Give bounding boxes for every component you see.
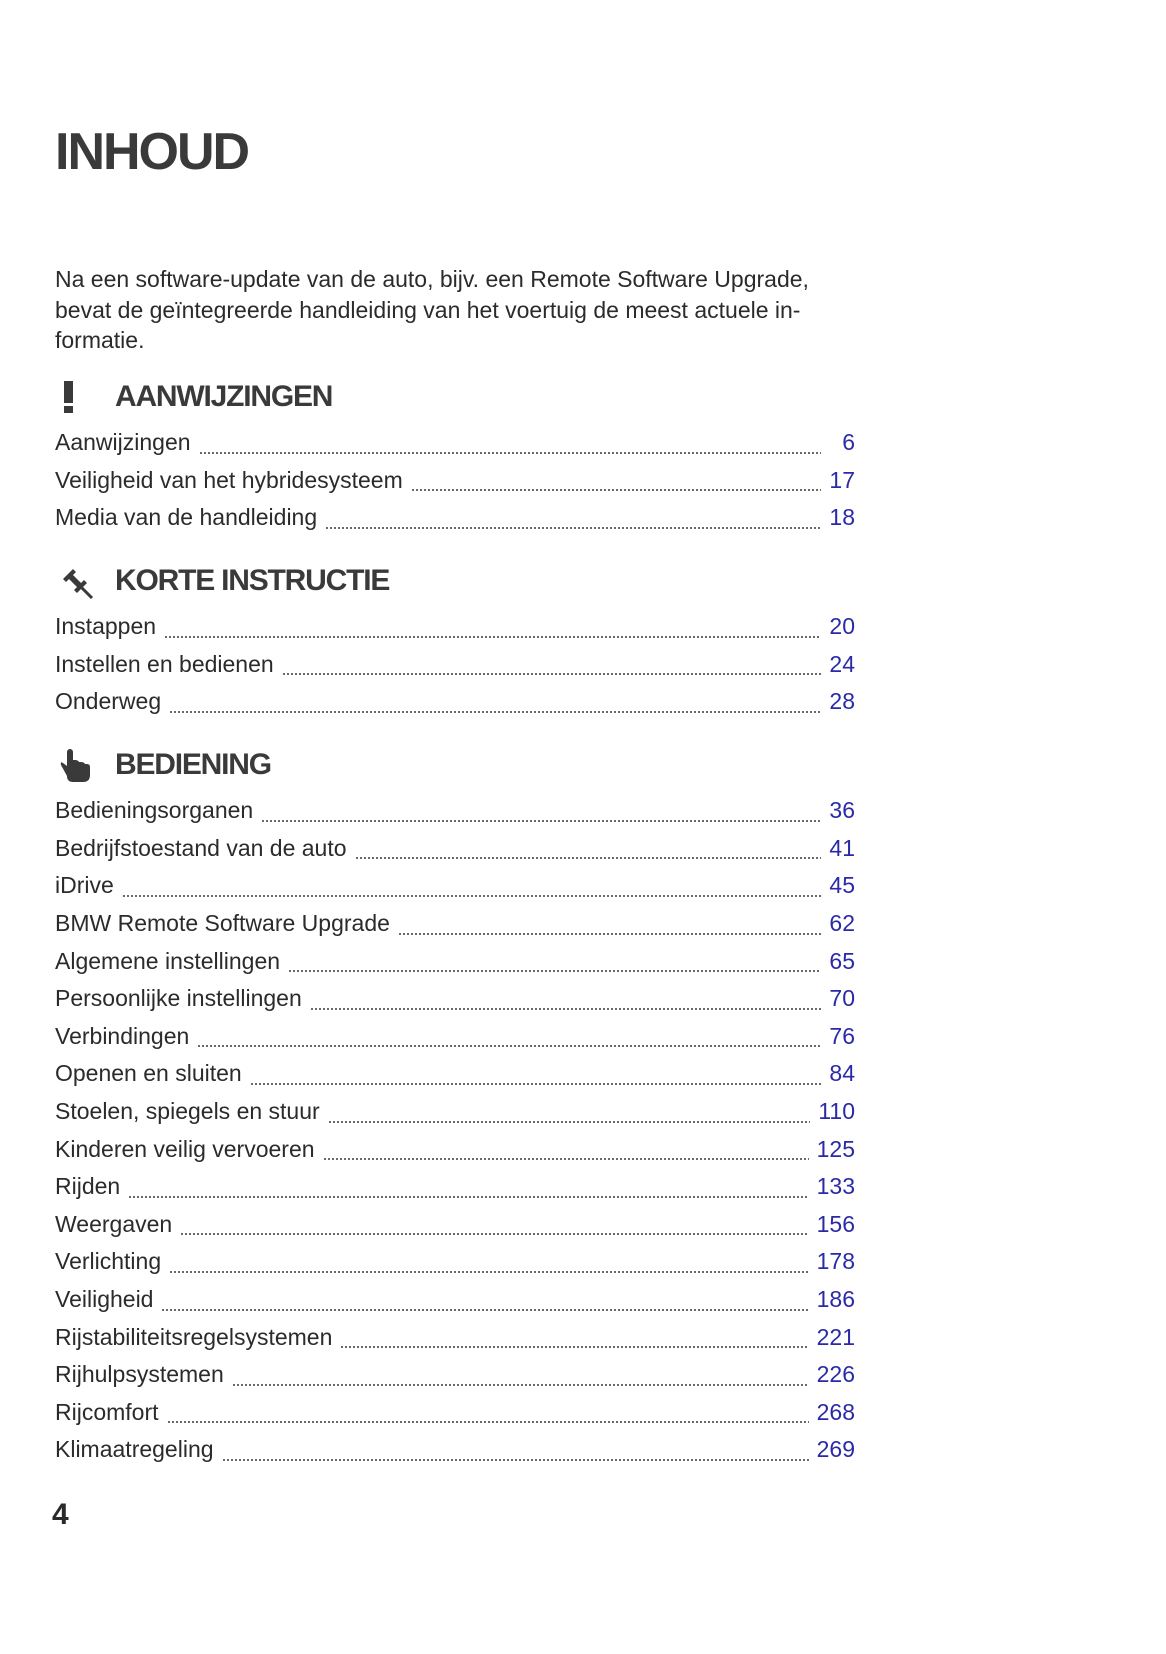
dot-leader: [323, 1158, 809, 1160]
toc-list: [55, 608, 855, 721]
dot-leader: [261, 820, 821, 822]
section-header: [55, 560, 855, 602]
toc-entry-page[interactable]: 45: [829, 872, 855, 899]
toc-entry[interactable]: [55, 1168, 855, 1206]
dot-leader: [128, 1196, 808, 1198]
toc-entry-page[interactable]: 156: [816, 1210, 855, 1237]
toc-entry-label: Veiligheid: [55, 1286, 154, 1313]
toc-entry[interactable]: [55, 608, 855, 646]
toc-entry-label: Bedrijfstoestand van de auto: [55, 834, 347, 861]
toc-entry[interactable]: [55, 1356, 855, 1394]
toc-entry[interactable]: [55, 867, 855, 905]
toc-entry-page[interactable]: 6: [842, 429, 855, 456]
toc-entry-label: Stoelen, spiegels en stuur: [55, 1098, 320, 1125]
toc-entry[interactable]: [55, 1281, 855, 1319]
dot-leader: [199, 452, 821, 454]
toc-entry-page[interactable]: 36: [829, 797, 855, 824]
section-header: [55, 376, 855, 418]
toc-entry[interactable]: [55, 830, 855, 868]
dot-leader: [355, 857, 821, 859]
section-aanwijzingen: [55, 376, 855, 537]
toc-entry-label: Instellen en bedienen: [55, 650, 274, 677]
toc-entry-label: iDrive: [55, 872, 114, 899]
toc-entry-page[interactable]: 186: [816, 1286, 855, 1313]
dot-leader: [122, 895, 821, 897]
dot-leader: [232, 1384, 809, 1386]
dot-leader: [288, 970, 821, 972]
toc-entry-page[interactable]: 221: [816, 1323, 855, 1350]
toc-entry[interactable]: [55, 942, 855, 980]
dot-leader: [169, 1271, 809, 1273]
toc-entry-page[interactable]: 110: [818, 1098, 855, 1125]
toc-entry[interactable]: [55, 905, 855, 943]
dot-leader: [328, 1121, 811, 1123]
toc-entry-label: Kinderen veilig vervoeren: [55, 1135, 315, 1162]
section-title: BEDIENING: [115, 748, 271, 781]
dot-leader: [398, 933, 821, 935]
toc-entry[interactable]: [55, 462, 855, 500]
dot-leader: [325, 527, 821, 529]
toc-entry[interactable]: [55, 980, 855, 1018]
toc-entry[interactable]: [55, 1318, 855, 1356]
section-title: AANWIJZINGEN: [115, 380, 333, 413]
toc-entry-page[interactable]: 18: [829, 504, 855, 531]
toc-entry-page[interactable]: 20: [829, 613, 855, 640]
toc-entry-label: Klimaatregeling: [55, 1436, 214, 1463]
toc-entry-label: Rijcomfort: [55, 1398, 159, 1425]
toc-list: [55, 424, 855, 537]
toc-entry-page[interactable]: 17: [829, 466, 855, 493]
toc-entry-label: Bedieningsorganen: [55, 797, 254, 824]
toc-entry-label: Veiligheid van het hybridesysteem: [55, 466, 403, 493]
toc-entry-page[interactable]: 133: [816, 1173, 855, 1200]
toc-entry-label: Media van de handleiding: [55, 504, 318, 531]
dot-leader: [282, 673, 821, 675]
page-title: INHOUD: [55, 123, 249, 181]
toc-entry[interactable]: [55, 646, 855, 684]
pointing-hand-icon: [55, 744, 103, 786]
toc-entry-page[interactable]: 268: [816, 1398, 855, 1425]
toc-entry-page[interactable]: 178: [816, 1248, 855, 1275]
toc-entry[interactable]: [55, 683, 855, 721]
toc-entry[interactable]: [55, 792, 855, 830]
toc-entry-label: BMW Remote Software Upgrade: [55, 910, 390, 937]
toc-entry-page[interactable]: 125: [816, 1135, 855, 1162]
toc-entry-page[interactable]: 70: [829, 985, 855, 1012]
toc-entry-label: Algemene instellingen: [55, 947, 281, 974]
toc-entry-page[interactable]: 84: [829, 1060, 855, 1087]
dot-leader: [164, 636, 821, 638]
section-bediening: [55, 744, 855, 1469]
dot-leader: [411, 489, 821, 491]
dot-leader: [250, 1083, 821, 1085]
section-title: KORTE INSTRUCTIE: [115, 564, 390, 597]
dot-leader: [180, 1233, 808, 1235]
toc-entry-label: Rijden: [55, 1173, 121, 1200]
toc-entry-label: Rijhulpsystemen: [55, 1361, 224, 1388]
toc-entry-label: Instappen: [55, 613, 157, 640]
toc-entry-label: Aanwijzingen: [55, 429, 191, 456]
page-number: 4: [52, 1498, 69, 1531]
toc-entry-page[interactable]: 65: [829, 947, 855, 974]
pushpin-icon: [55, 560, 103, 602]
toc-entry[interactable]: [55, 1243, 855, 1281]
dot-leader: [197, 1045, 821, 1047]
section-korte-instructie: [55, 560, 855, 721]
toc-entry-page[interactable]: 41: [829, 834, 855, 861]
toc-entry[interactable]: [55, 1431, 855, 1469]
toc-entry-label: Onderweg: [55, 688, 162, 715]
toc-entry-label: Weergaven: [55, 1210, 173, 1237]
toc-entry[interactable]: [55, 1093, 855, 1131]
toc-entry-page[interactable]: 226: [816, 1361, 855, 1388]
toc-list: [55, 792, 855, 1469]
toc-entry[interactable]: [55, 1206, 855, 1244]
dot-leader: [340, 1346, 808, 1348]
section-header: [55, 744, 855, 786]
dot-leader: [169, 711, 821, 713]
dot-leader: [222, 1459, 809, 1461]
exclamation-icon: [55, 376, 103, 418]
toc-entry-label: Persoonlijke instellingen: [55, 985, 302, 1012]
toc-entry-page[interactable]: 62: [829, 910, 855, 937]
toc-entry[interactable]: [55, 424, 855, 462]
dot-leader: [167, 1421, 809, 1423]
toc-entry-label: Rijstabiliteitsregelsystemen: [55, 1323, 333, 1350]
dot-leader: [310, 1008, 821, 1010]
toc-entry[interactable]: [55, 1394, 855, 1432]
toc-entry-label: Openen en sluiten: [55, 1060, 242, 1087]
toc-entry[interactable]: [55, 1055, 855, 1093]
toc-entry-label: Verbindingen: [55, 1022, 190, 1049]
dot-leader: [161, 1309, 808, 1311]
toc-entry-page[interactable]: 28: [829, 688, 855, 715]
intro-text: Na een software-update van de auto, bijv. een Remote Software Upgrade, bevat de geïntegreerde handleiding van het voertuig de meest actuele in-formatie.: [55, 266, 809, 353]
toc-entry[interactable]: [55, 1130, 855, 1168]
toc-entry-page[interactable]: 24: [829, 650, 855, 677]
toc-entry-page[interactable]: 269: [816, 1436, 855, 1463]
toc-entry[interactable]: [55, 499, 855, 537]
toc-entry-page[interactable]: 76: [829, 1022, 855, 1049]
toc-entry-label: Verlichting: [55, 1248, 162, 1275]
toc-entry[interactable]: [55, 1018, 855, 1056]
